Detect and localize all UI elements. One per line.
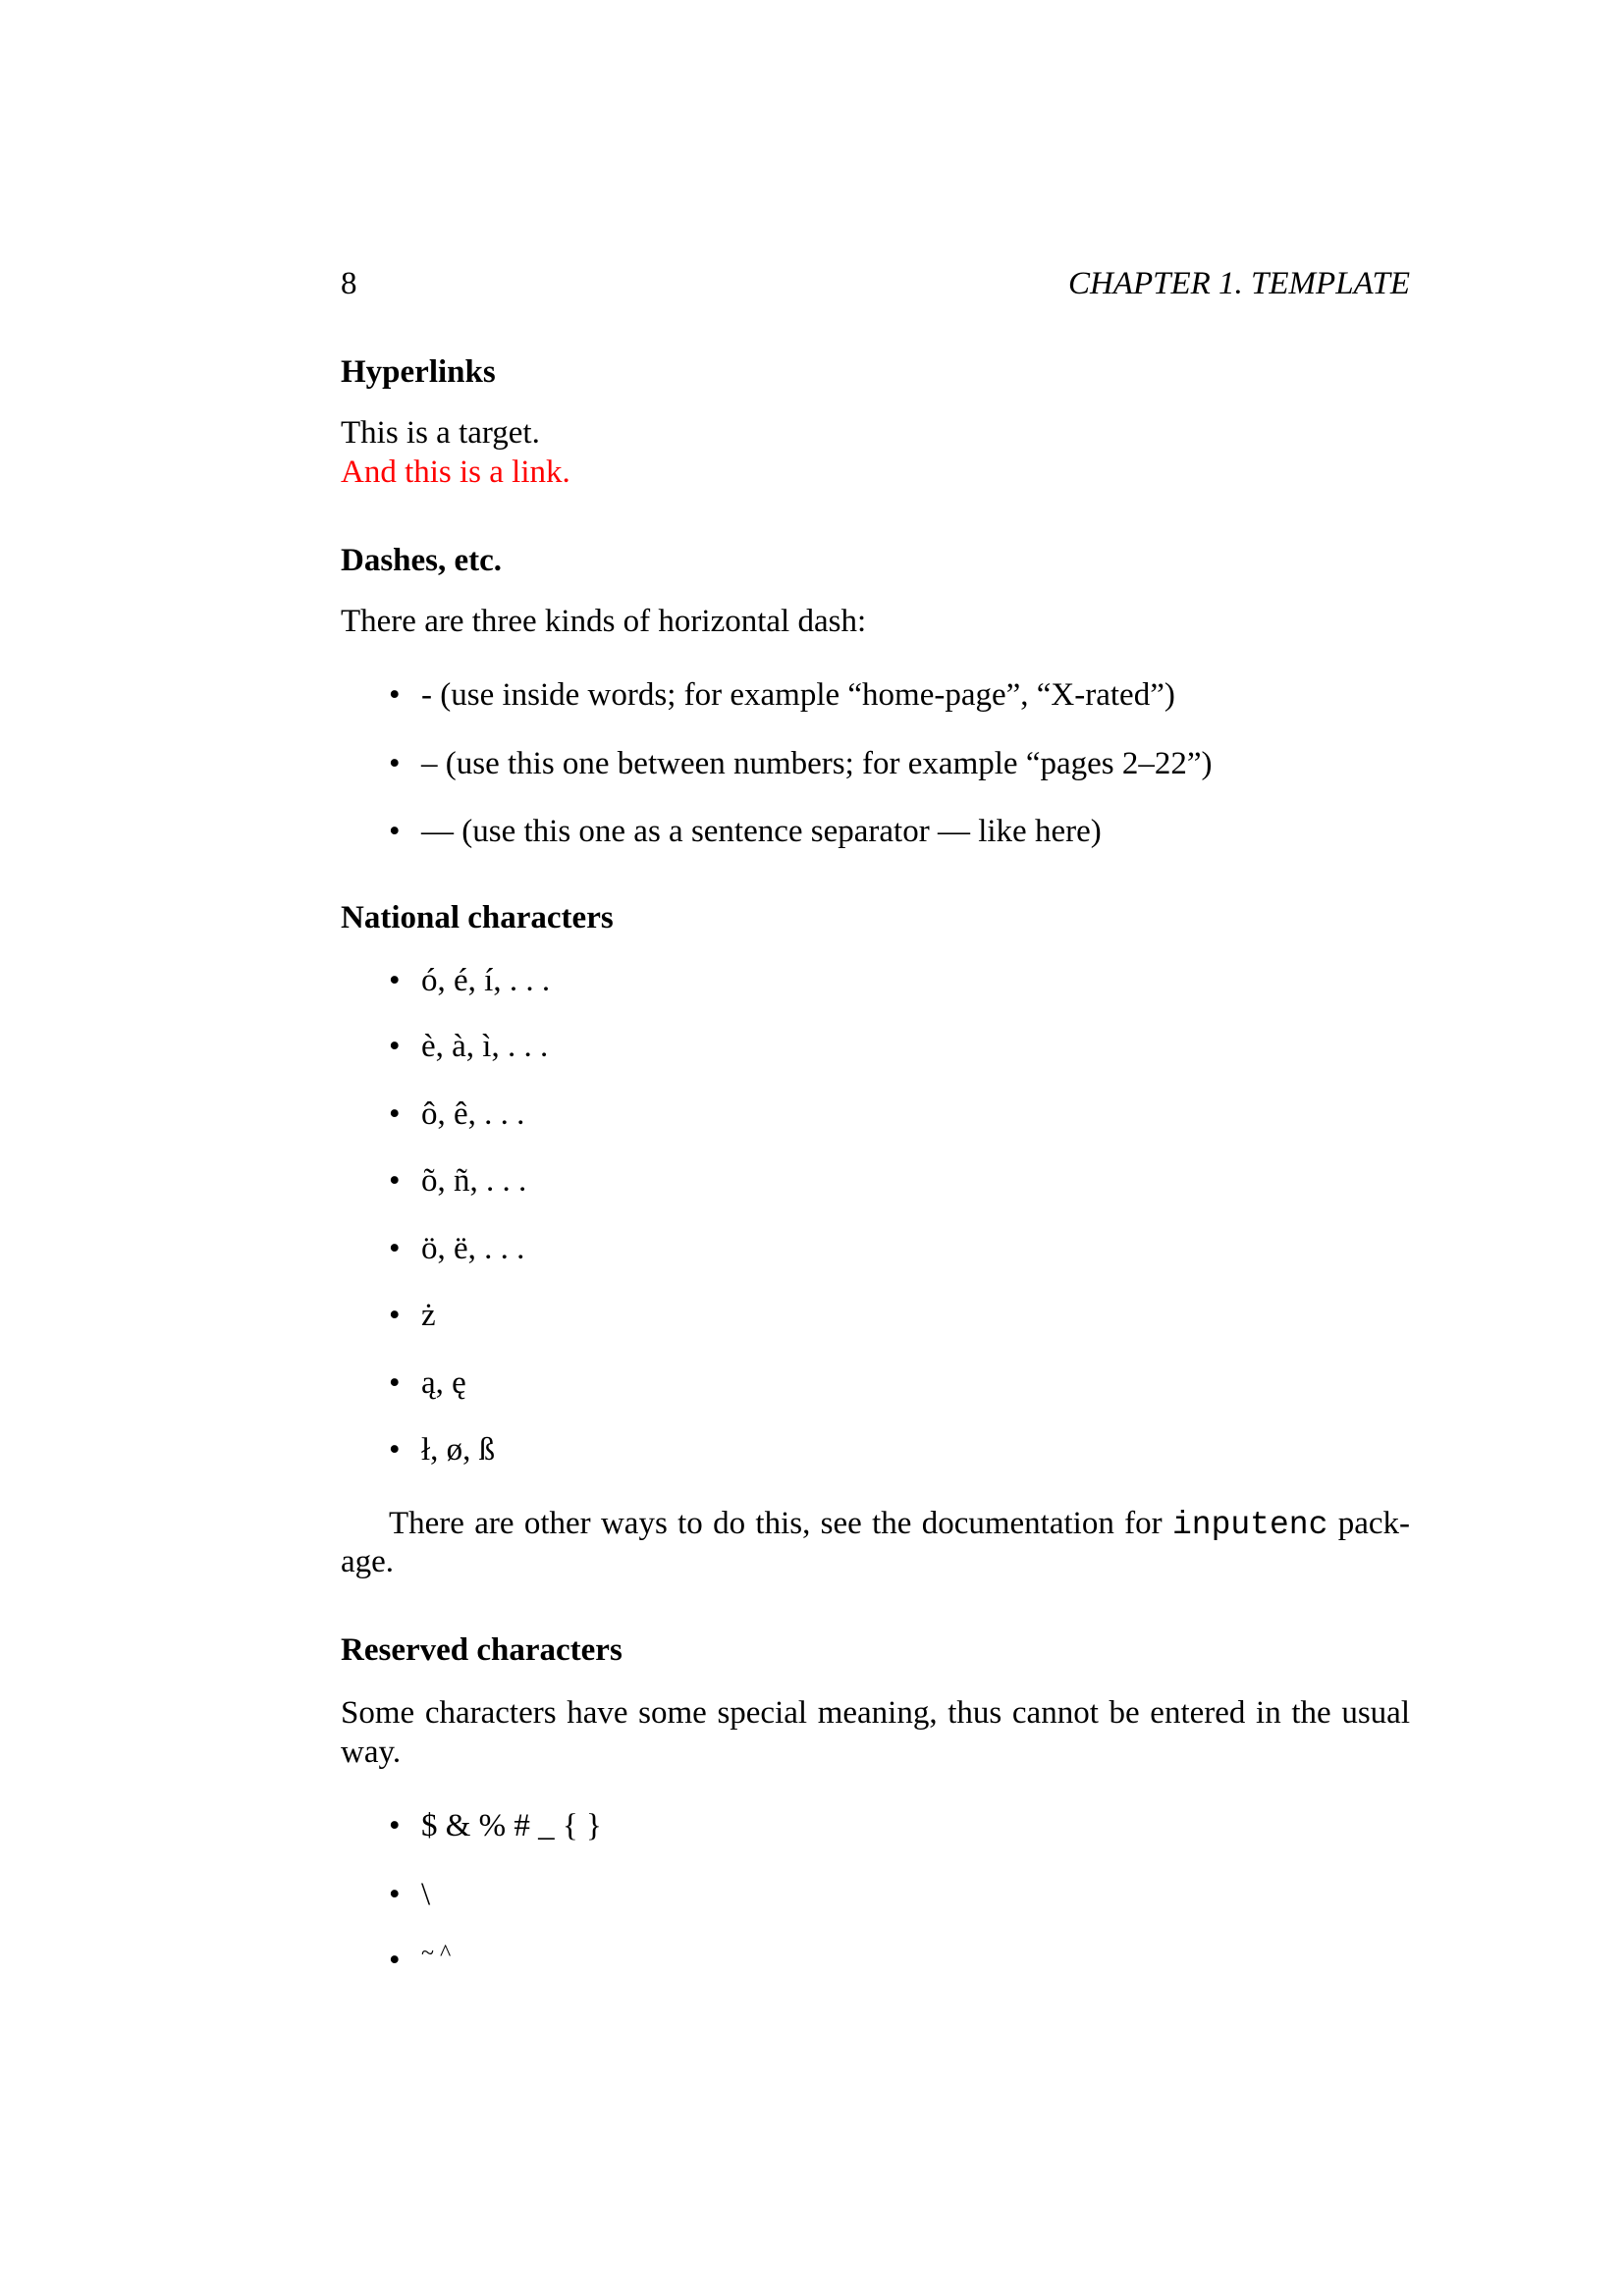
bullet-icon: •	[389, 1808, 401, 1843]
hyperlink-target: This is a target.	[341, 415, 540, 451]
bullet-icon: •	[389, 814, 401, 849]
inputenc-paragraph	[389, 1504, 1410, 1545]
section-heading-national: National characters	[341, 900, 614, 935]
hyperlink[interactable]: And this is a link.	[341, 454, 570, 490]
list-item: - (use inside words; for example “home-page”, “X-rated”)	[421, 677, 1175, 713]
list-item: \	[421, 1877, 431, 1912]
page-number: 8	[341, 266, 357, 301]
running-header: CHAPTER 1. TEMPLATE	[1067, 266, 1410, 301]
bullet-icon: •	[389, 1943, 401, 1978]
bullet-icon: •	[389, 746, 401, 781]
list-item: ą, ę	[421, 1365, 466, 1401]
bullet-icon: •	[389, 963, 401, 998]
section-heading-hyperlinks: Hyperlinks	[341, 354, 496, 390]
bullet-icon: •	[389, 1365, 401, 1401]
list-item: ł, ø, ß	[421, 1432, 496, 1468]
section-heading-reserved: Reserved characters	[341, 1632, 623, 1668]
bullet-icon: •	[389, 1029, 401, 1064]
code-inputenc: inputenc	[1171, 1507, 1328, 1543]
section-heading-dashes: Dashes, etc.	[341, 543, 503, 578]
list-item: – (use this one between numbers; for example “pages 2–22”)	[421, 746, 1213, 781]
list-item: ~ ^	[421, 1941, 452, 1966]
bullet-icon: •	[389, 1163, 401, 1199]
dashes-intro: There are three kinds of horizontal dash:	[341, 604, 867, 639]
list-item: ó, é, í, . . .	[421, 963, 551, 998]
bullet-icon: •	[389, 1877, 401, 1912]
list-item: ö, ë, . . .	[421, 1231, 525, 1266]
bullet-icon: •	[389, 677, 401, 713]
paragraph-continuation: age.	[341, 1544, 395, 1579]
bullet-icon: •	[389, 1432, 401, 1468]
list-item: $ & % # _ { }	[421, 1808, 602, 1843]
list-item: è, à, ì, . . .	[421, 1029, 549, 1064]
list-item: ż	[421, 1298, 436, 1333]
paragraph-text: There are other ways to do this, see the documentation for	[389, 1506, 1163, 1541]
paragraph-text: pack-	[1337, 1506, 1411, 1541]
list-item: õ, ñ, . . .	[421, 1163, 527, 1199]
reserved-intro-continuation: way.	[341, 1735, 402, 1770]
list-item: ô, ê, . . .	[421, 1096, 525, 1132]
bullet-icon: •	[389, 1096, 401, 1132]
list-item: — (use this one as a sentence separator — like here)	[421, 814, 1102, 849]
bullet-icon: •	[389, 1231, 401, 1266]
reserved-intro: Some characters have some special meaning, thus cannot be entered in the usual	[341, 1695, 1410, 1731]
bullet-icon: •	[389, 1298, 401, 1333]
